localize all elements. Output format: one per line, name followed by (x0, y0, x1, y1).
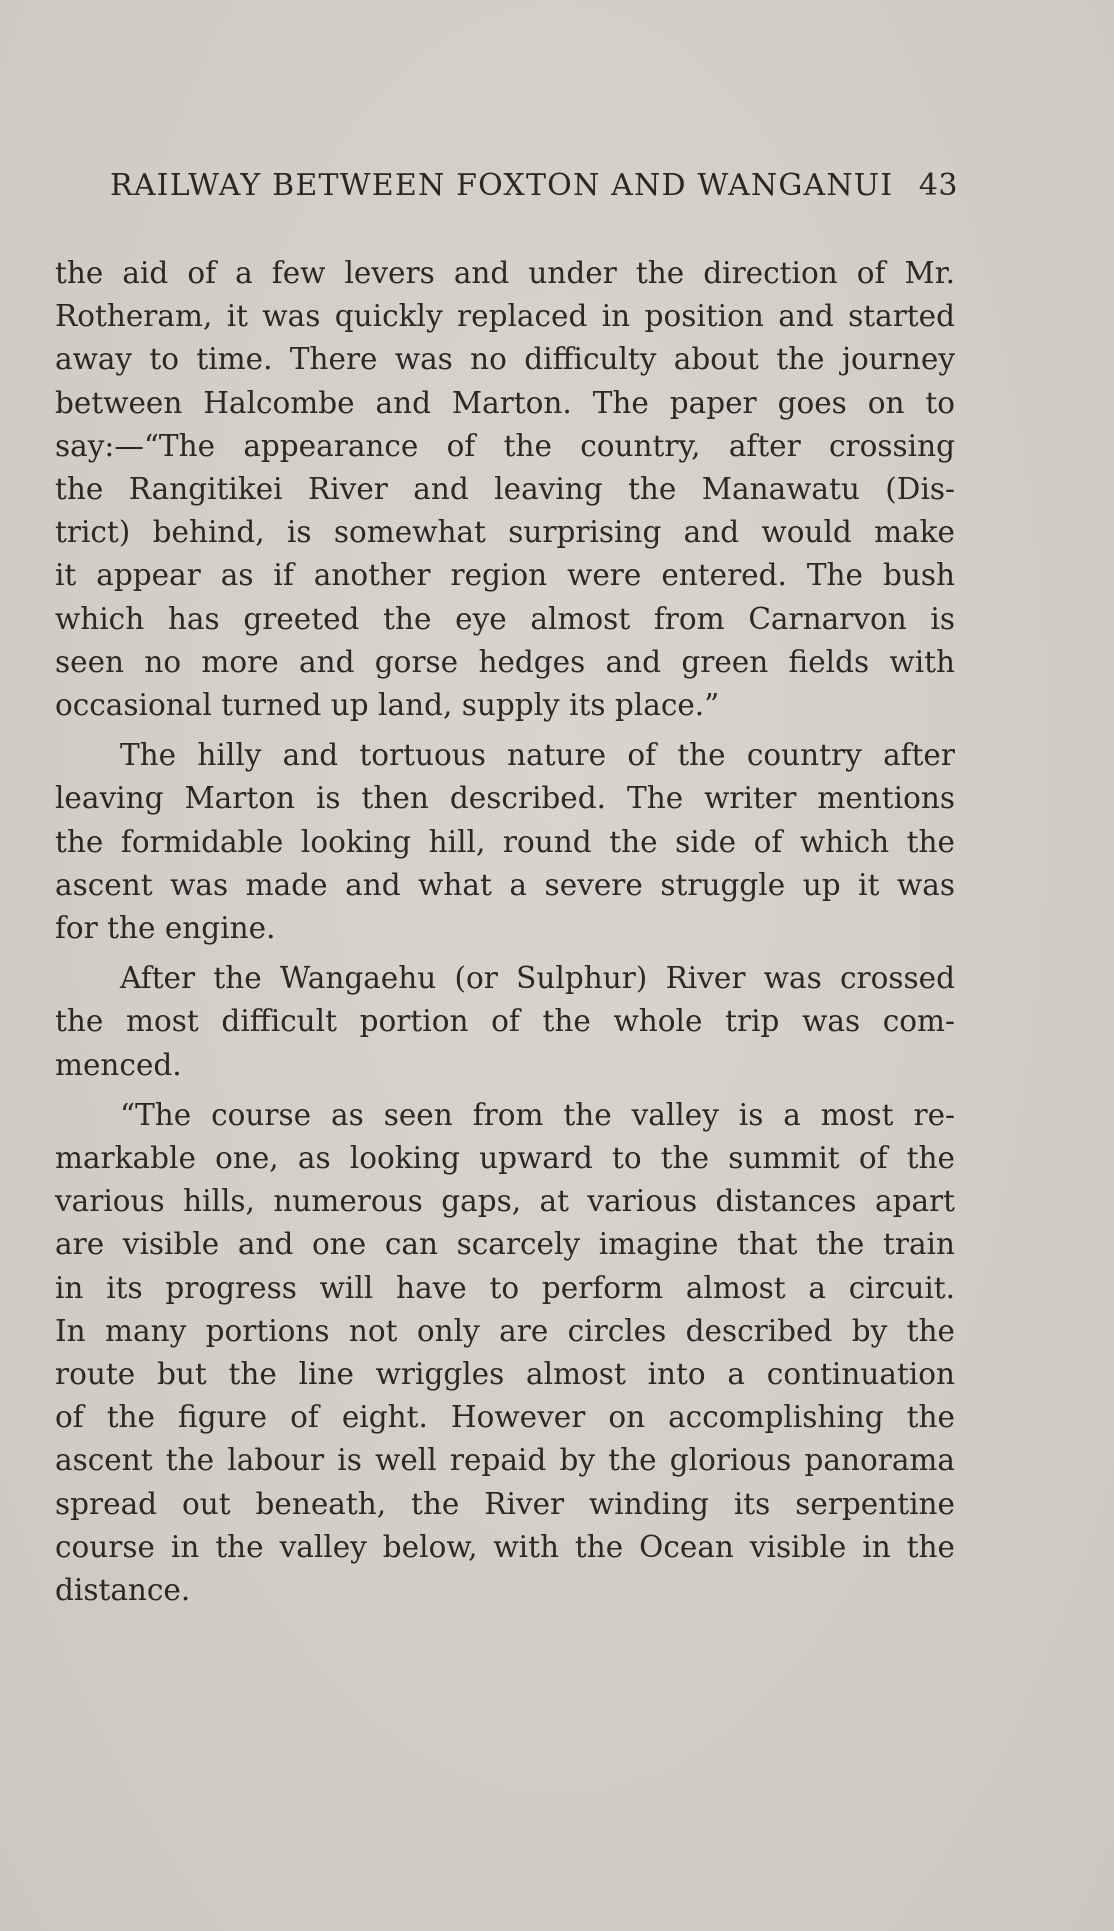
text-line: between Halcombe and Marton. The paper goes on to (55, 385, 955, 420)
text-line: leaving Marton is then described. The writer mentions (55, 781, 955, 816)
text-line: the aid of a few levers and under the direction of Mr. (55, 256, 955, 290)
text-line: menced. (55, 1047, 182, 1082)
text-line: the Rangitikei River and leaving the Manawatu (Dis- (55, 472, 955, 507)
text-line: away to time. There was no difficulty about the journey (55, 342, 955, 377)
paragraph (55, 252, 955, 727)
text-line: course in the valley below, with the Ocean visible in the (55, 1529, 955, 1564)
text-line: distance. (55, 1573, 191, 1608)
text-line: for the engine. (55, 911, 276, 946)
text-line: The hilly and tortuous nature of the country after (120, 738, 955, 773)
text-line: say:—“The appearance of the country, after crossing (55, 428, 955, 463)
paragraph (55, 1094, 955, 1612)
text-line: spread out beneath, the River winding its serpentine (55, 1486, 955, 1521)
body-text (55, 252, 955, 1619)
running-head (110, 168, 958, 203)
text-line: “The course as seen from the valley is a most re- (120, 1097, 955, 1132)
text-line: of the figure of eight. However on accomplishing the (55, 1400, 955, 1435)
text-line: ascent the labour is well repaid by the glorious panorama (55, 1443, 955, 1478)
text-line: After the Wangaehu (or Sulphur) River was crossed (120, 961, 955, 996)
text-line: In many portions not only are circles described by the (55, 1313, 955, 1348)
text-line: trict) behind, is somewhat surprising and would make (55, 515, 955, 550)
text-line: which has greeted the eye almost from Carnarvon is (55, 601, 955, 636)
paragraph (55, 957, 955, 1087)
text-line: markable one, as looking upward to the summit of the (55, 1141, 955, 1176)
text-line: route but the line wriggles almost into a continuation (55, 1357, 955, 1392)
text-line: seen no more and gorse hedges and green fields with (55, 644, 955, 679)
text-line: are visible and one can scarcely imagine that the train (55, 1227, 955, 1262)
text-line: in its progress will have to perform almost a circuit. (55, 1270, 955, 1305)
paragraph (55, 734, 955, 950)
text-line: the formidable looking hill, round the side of which the (55, 824, 955, 859)
text-line: it appear as if another region were entered. The bush (55, 558, 955, 593)
text-line: occasional turned up land, supply its place.” (55, 688, 720, 723)
text-line: Rotheram, it was quickly replaced in position and started (55, 299, 955, 334)
text-line: ascent was made and what a severe struggle up it was (55, 867, 955, 902)
text-line: the most difficult portion of the whole trip was com- (55, 1004, 955, 1039)
page-number: 43 (918, 168, 958, 203)
running-head-title: RAILWAY BETWEEN FOXTON AND WANGANUI (110, 168, 894, 203)
text-line: various hills, numerous gaps, at various distances apart (55, 1184, 955, 1219)
